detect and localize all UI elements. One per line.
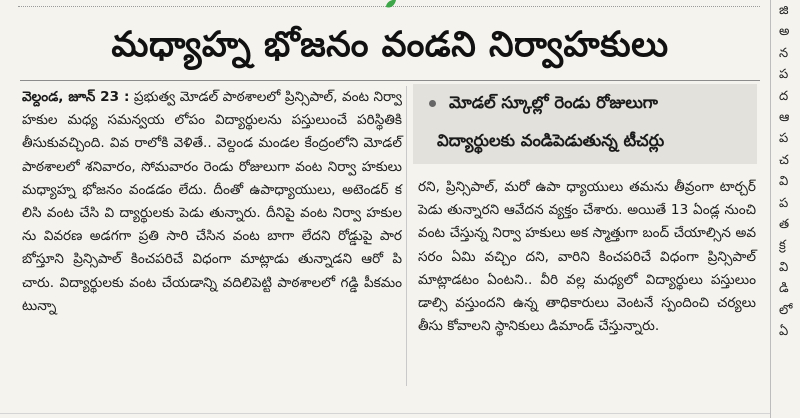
edge-text-fragment: ప bbox=[779, 195, 789, 211]
edge-text-fragment: ఏ bbox=[779, 324, 789, 340]
edge-text-fragment: ప bbox=[779, 67, 789, 83]
column-divider bbox=[406, 86, 407, 386]
article-column-left bbox=[22, 86, 402, 388]
edge-text-fragment: త bbox=[779, 217, 790, 233]
edge-text-fragment: న bbox=[779, 45, 789, 61]
edge-text-fragment: జి bbox=[779, 3, 789, 18]
edge-text-fragment: వి bbox=[779, 174, 789, 190]
edge-text-fragment: డి bbox=[779, 281, 789, 297]
article-body-right: రని, ప్రిన్సిపాల్, మరో ఉపా ధ్యాయులు తమను తీవ్రంగా టార్చర్ పెడు తున్నారని ఆవేదన వ్యక్తం చేశారు. అయితే 13 ఏండ్ల నుంచి వంట చేస్తున్న నిర్వా హకులు అక స్మాత్తుగా బంద్ చేయాల్సిన అవసరం ఏమి వచ్చిం దని, వారిని కించపరిచే విధంగా ప్రిన్సిపాల్ మాట్లాడటం ఏంటని.. వీరి వల్ల మధ్యలో విద్యార్థులు పస్తులుం డాల్సి వస్తుందని ఉన్న తాధికారులు వెంటనే స్పందించి చర్యలు తీసు కోవాలని స్థానికులు డిమాండ్ చేస్తున్నారు. bbox=[418, 179, 756, 335]
edge-text-fragment: ప bbox=[779, 131, 789, 147]
leaf-icon bbox=[384, 0, 398, 12]
subheadline-line-2: విద్యార్థులకు వండిపెడుతున్న టీచర్లు bbox=[437, 131, 665, 150]
article-headline: మధ్యాహ్న భోజనం వండని నిర్వాహకులు bbox=[111, 25, 669, 65]
bullet-icon bbox=[429, 100, 436, 107]
article-body-left: ప్రభుత్వ మోడల్ పాఠశాలలో ప్రిన్సిపాల్, వంట నిర్వా హకుల మధ్య సమన్వయ లోపం విద్యార్థులను పస్తులుంచే పరిస్థితికి తీసుకువచ్చింది. వివ రాలోకి వెళితే.. వెల్దండ మండల కేంద్రంలోని మోడల్ పాఠశాలలో శనివారం, సోమవారం రెండు రోజులుగా వంట నిర్వా హకులు మధ్యాహ్న భోజనం వండడం లేదు. దీంతో ఉపాధ్యాయులు, అటెండర్ కలిసి వంట చేసి వి ద్యార్థులకు పెడు తున్నారు. దీనిపై వంట నిర్వా హకులను వివరణ అడగగా ప్రతి సారి చేసిన వంట బాగా లేదని రోడ్డుపై పార బోస్తూని ప్రిన్సిపాల్ కించపరిచే విధంగా మాట్లాడు తున్నాడని ఆరో పి చారు. విద్యార్థులకు వంట చేయడాన్ని వదిలిపెట్టి పాఠశాలలో గడ్డి పీకమం టున్నా bbox=[22, 89, 402, 314]
article-paragraph-left bbox=[22, 86, 402, 318]
subheadline-line-1: మోడల్ స్కూల్లో రెండు రోజులుగా bbox=[449, 93, 658, 112]
dateline: వెల్దండ, జూన్ 23 : bbox=[22, 89, 130, 105]
edge-text-fragment: ఆ bbox=[779, 110, 790, 126]
edge-text-fragment: లో bbox=[779, 302, 793, 318]
adjacent-article-edge bbox=[770, 0, 800, 418]
edge-text-fragment: అ bbox=[779, 24, 790, 40]
edge-text-fragment: క్ర bbox=[779, 238, 786, 254]
headline-divider bbox=[20, 80, 760, 81]
bottom-rule bbox=[0, 413, 770, 414]
subheadline-box bbox=[413, 84, 757, 164]
edge-text-fragment: ద bbox=[779, 88, 789, 104]
edge-text-fragment: చ bbox=[779, 152, 789, 168]
edge-text-fragment: వి bbox=[779, 259, 789, 275]
article-column-right bbox=[418, 176, 756, 388]
